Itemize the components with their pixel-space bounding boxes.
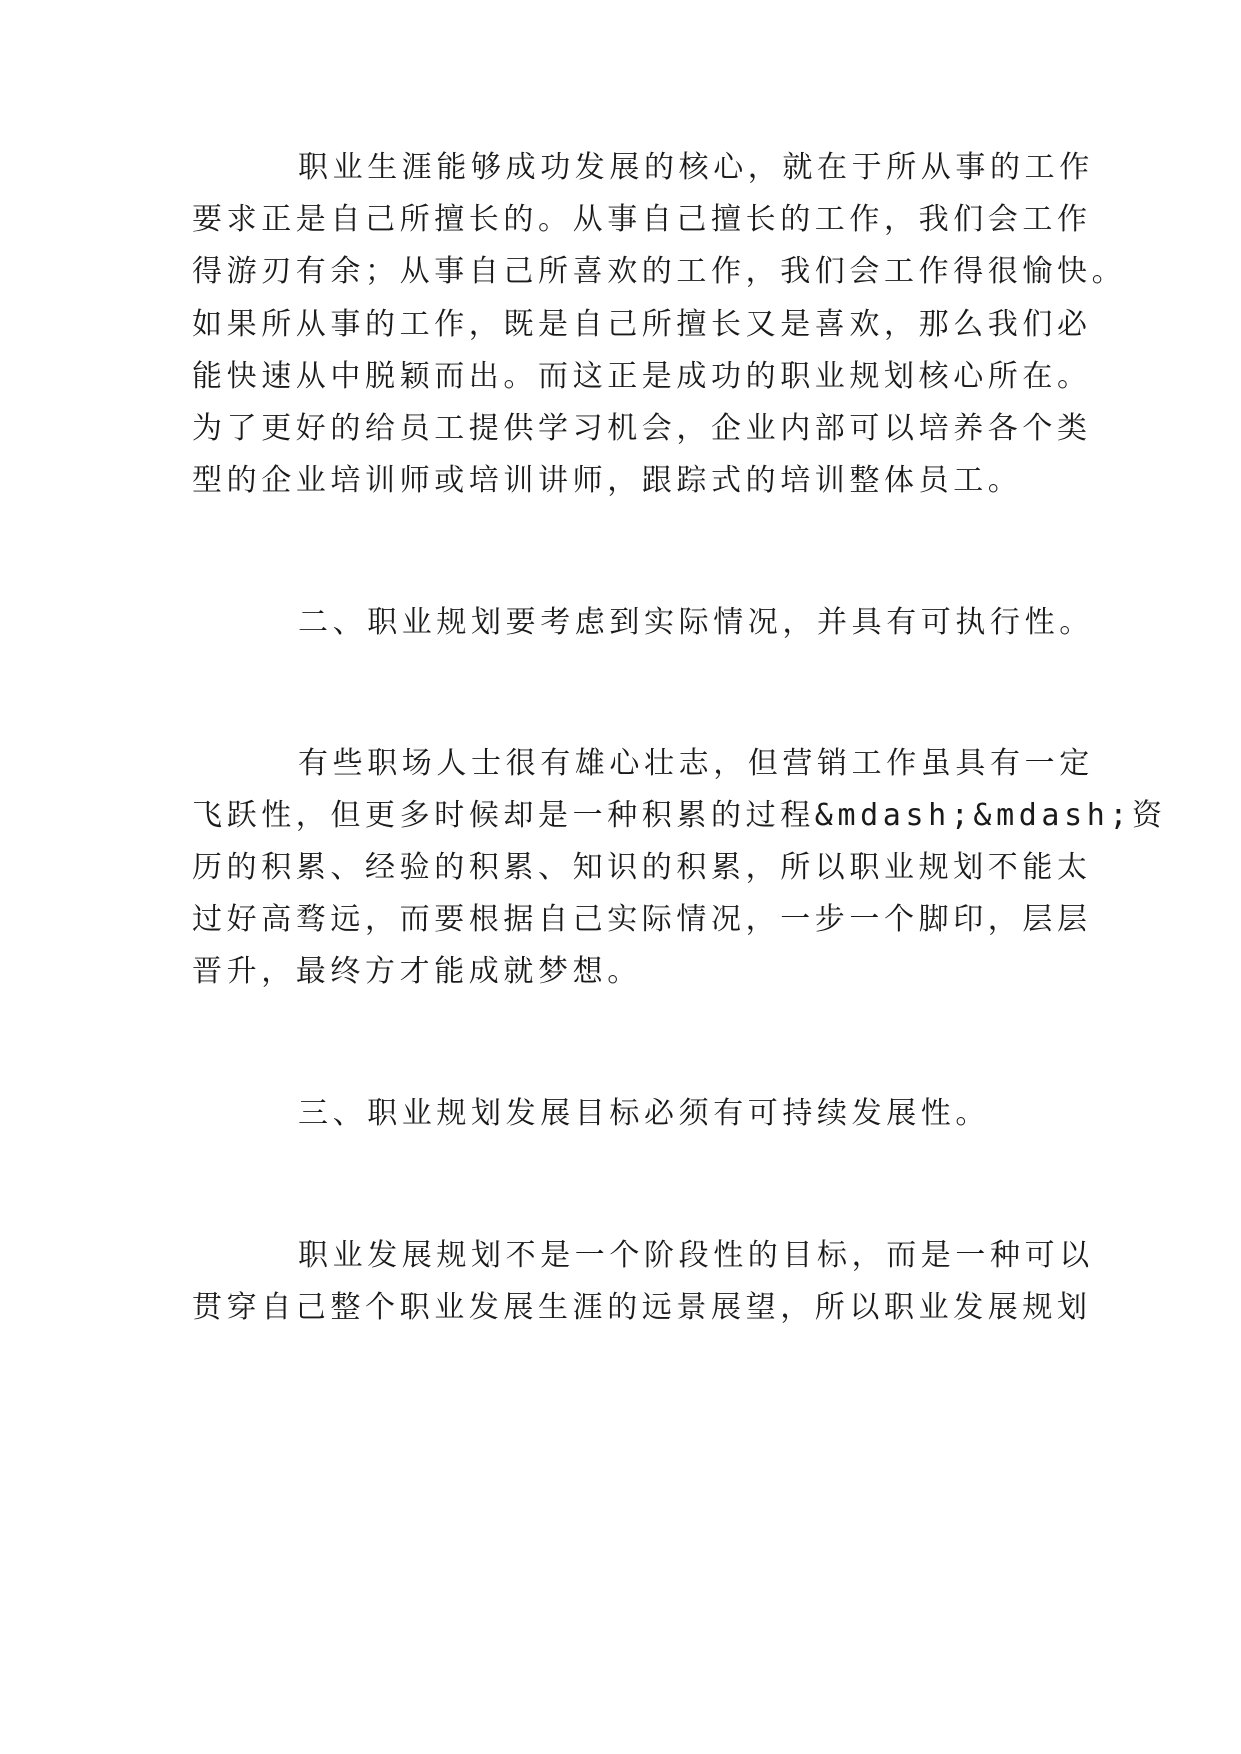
paragraph-2-line-4: 过好高骛远，而要根据自己实际情况，一步一个脚印，层层 — [192, 902, 1092, 937]
paragraph-1-line-1: 职业生涯能够成功发展的核心，就在于所从事的工作 — [298, 150, 1094, 185]
paragraph-2-line-2: 飞跃性，但更多时候却是一种积累的过程&mdash;&mdash;资 — [192, 798, 1167, 833]
paragraph-1-line-2: 要求正是自己所擅长的。从事自己擅长的工作，我们会工作 — [192, 202, 1092, 237]
paragraph-1-line-7: 型的企业培训师或培训讲师，跟踪式的培训整体员工。 — [192, 463, 1023, 498]
paragraph-1-line-3: 得游刃有余；从事自己所喜欢的工作，我们会工作得很愉快。 — [192, 254, 1127, 289]
paragraph-1-line-6: 为了更好的给员工提供学习机会，企业内部可以培养各个类 — [192, 411, 1092, 446]
section-heading-2: 二、职业规划要考虑到实际情况，并具有可执行性。 — [298, 605, 1094, 640]
paragraph-2-line-5: 晋升，最终方才能成就梦想。 — [192, 954, 642, 989]
paragraph-2-line-3: 历的积累、经验的积累、知识的积累，所以职业规划不能太 — [192, 850, 1092, 885]
section-heading-3: 三、职业规划发展目标必须有可持续发展性。 — [298, 1096, 990, 1131]
paragraph-1-line-5: 能快速从中脱颖而出。而这正是成功的职业规划核心所在。 — [192, 359, 1092, 394]
paragraph-1-line-4: 如果所从事的工作，既是自己所擅长又是喜欢，那么我们必 — [192, 307, 1092, 342]
paragraph-2-line-1: 有些职场人士很有雄心壮志，但营销工作虽具有一定 — [298, 746, 1094, 781]
paragraph-3-line-1: 职业发展规划不是一个阶段性的目标，而是一种可以 — [298, 1238, 1094, 1273]
paragraph-3-line-2: 贯穿自己整个职业发展生涯的远景展望，所以职业发展规划 — [192, 1290, 1092, 1325]
